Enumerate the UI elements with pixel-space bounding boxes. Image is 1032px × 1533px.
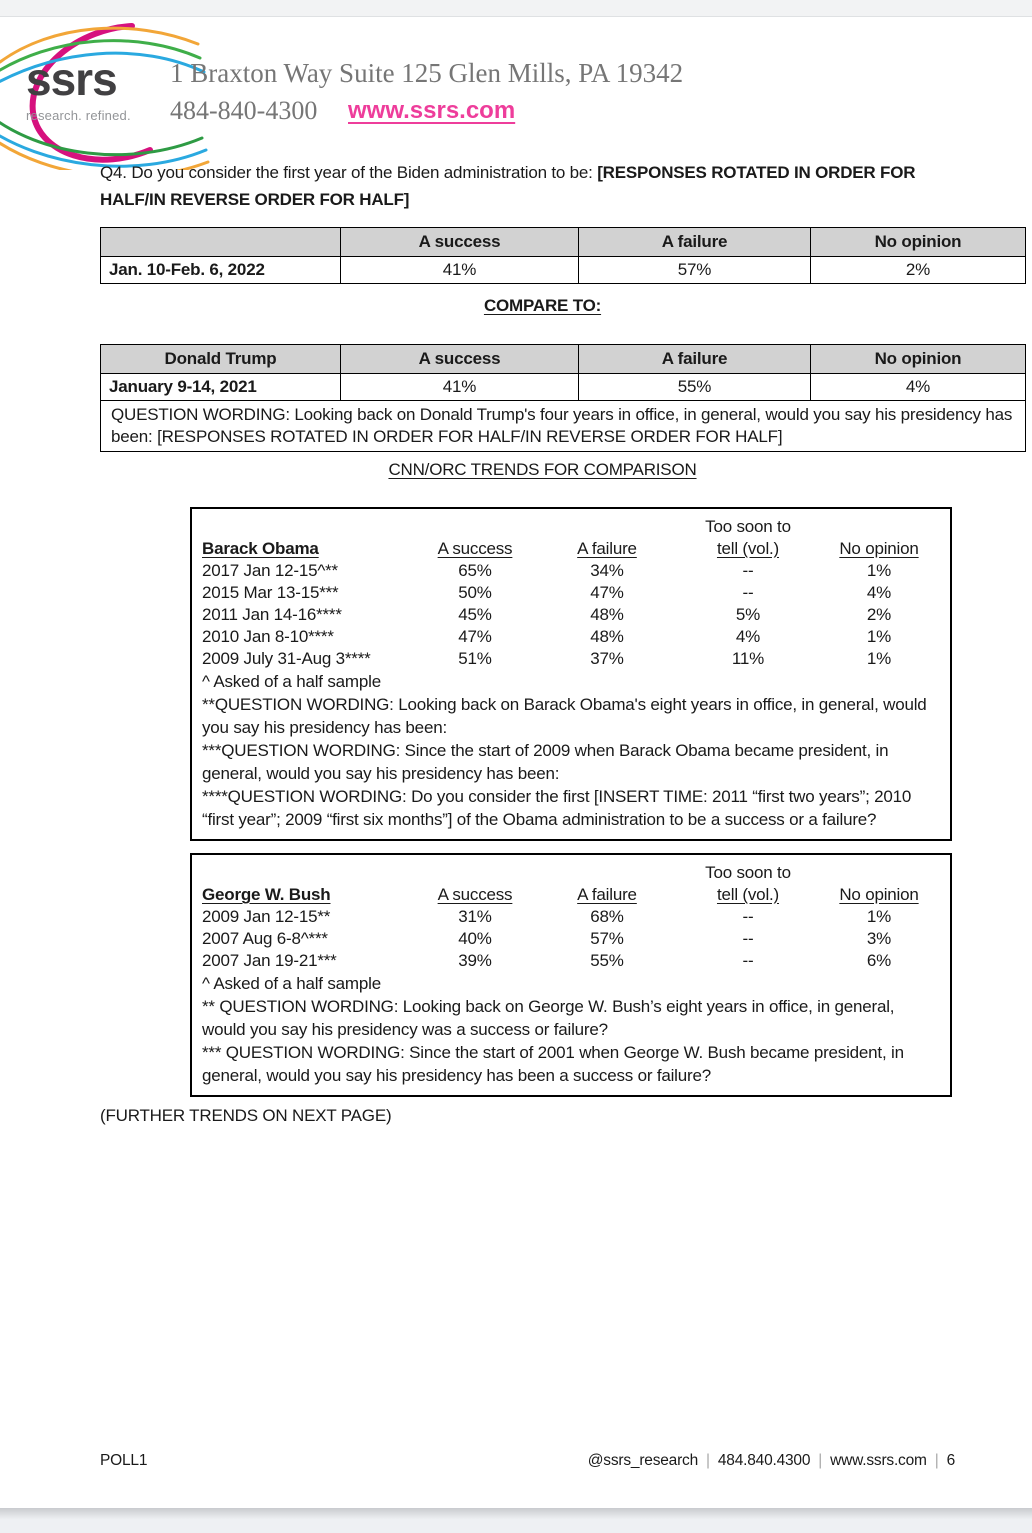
- footer-phone: 484.840.4300: [717, 1452, 811, 1469]
- footer-page-number: 6: [946, 1452, 955, 1469]
- viewer-top-edge: [0, 0, 1032, 17]
- header-a-failure: A failure: [579, 345, 811, 374]
- company-address: 1 Braxton Way Suite 125 Glen Mills, PA 19342: [170, 58, 684, 88]
- company-website-link[interactable]: www.ssrs.com: [348, 97, 516, 124]
- obama-footnote-wording-3: ***QUESTION WORDING: Since the start of 2009 when Barack Obama became president, in general, would you say his presidency has been:: [202, 741, 889, 783]
- obama-footnote-wording-2: **QUESTION WORDING: Looking back on Barack Obama's eight years in office, in general, would you say his presidency has been:: [202, 695, 927, 737]
- col-a-failure: A failure: [577, 539, 637, 558]
- trends-heading: CNN/ORC TRENDS FOR COMPARISON: [388, 460, 697, 479]
- table-row: [101, 257, 1026, 284]
- header-donald-trump: Donald Trump: [101, 345, 341, 374]
- obama-name: Barack Obama: [202, 539, 319, 558]
- trump-failure-value: 55%: [579, 374, 811, 401]
- trump-question-wording: QUESTION WORDING: Looking back on Donald Trump's four years in office, in general, would you say his presidency has been: [RESPONSES ROTATED IN ORDER FOR HALF/IN REVERSE ORDER FOR HALF]: [101, 401, 1026, 452]
- col-a-failure: A failure: [577, 885, 637, 904]
- too-soon-top-row: [202, 516, 940, 538]
- company-phone: 484-840-4300: [170, 96, 318, 125]
- table-header-row: [101, 228, 1026, 257]
- bush-name: George W. Bush: [202, 885, 331, 904]
- table-header-row: [101, 345, 1026, 374]
- question-q4-text: Q4. Do you consider the first year of the Biden administration to be:: [100, 163, 598, 182]
- biden-date-range: Jan. 10-Feb. 6, 2022: [101, 257, 341, 284]
- col-no-opinion: No opinion: [839, 885, 919, 904]
- col-too-soon: tell (vol.): [716, 885, 780, 904]
- too-soon-top-row: [202, 862, 940, 884]
- col-no-opinion: No opinion: [839, 539, 919, 558]
- biden-failure-value: 57%: [579, 257, 811, 284]
- viewer-bottom-edge: [0, 1508, 1032, 1533]
- col-too-soon: tell (vol.): [716, 539, 780, 558]
- footer-separator: |: [706, 1452, 710, 1469]
- obama-row-2017: 2017 Jan 12-15^** 65% 34% -- 1%: [202, 561, 892, 580]
- col-a-success: A success: [437, 885, 513, 904]
- ssrs-logo-wordmark: ssrs: [26, 53, 117, 105]
- header-a-success: A success: [341, 228, 579, 257]
- question-q4: [100, 159, 970, 213]
- header-a-failure: A failure: [579, 228, 811, 257]
- trump-success-value: 41%: [341, 374, 579, 401]
- bush-footnote-wording-3: *** QUESTION WORDING: Since the start of 2001 when George W. Bush became president, in general, would you say his presidency has been a success or failure?: [202, 1043, 904, 1085]
- footer-social-handle: @ssrs_research: [587, 1452, 699, 1469]
- footer-poll-label: POLL1: [100, 1452, 148, 1469]
- ssrs-logo-tagline: research. refined.: [26, 108, 131, 123]
- bush-header-row: [202, 884, 940, 906]
- trump-no-opinion-value: 4%: [811, 374, 1026, 401]
- obama-row-2015: 2015 Mar 13-15*** 50% 47% -- 4%: [202, 583, 892, 602]
- trump-results-table: [100, 344, 1026, 452]
- footer-contact-line: [588, 1452, 955, 1470]
- header-empty-cell: [101, 228, 341, 257]
- col-a-success: A success: [437, 539, 513, 558]
- biden-success-value: 41%: [341, 257, 579, 284]
- obama-header-row: [202, 538, 940, 560]
- obama-row-2009: 2009 July 31-Aug 3**** 51% 37% 11% 1%: [202, 649, 892, 668]
- further-trends-note: (FURTHER TRENDS ON NEXT PAGE): [100, 1106, 392, 1125]
- trump-date-range: January 9-14, 2021: [101, 374, 341, 401]
- biden-results-table: [100, 227, 1026, 284]
- bush-trends-box: [190, 853, 952, 1097]
- obama-footnote-half-sample: ^ Asked of a half sample: [202, 672, 381, 691]
- biden-no-opinion-value: 2%: [811, 257, 1026, 284]
- obama-row-2011: 2011 Jan 14-16**** 45% 48% 5% 2%: [202, 605, 892, 624]
- obama-trends-box: [190, 507, 952, 841]
- footer-separator: |: [818, 1452, 823, 1469]
- footer-separator: |: [934, 1452, 939, 1469]
- bush-row-2009: 2009 Jan 12-15** 31% 68% -- 1%: [202, 907, 892, 926]
- compare-to-heading: COMPARE TO:: [483, 296, 602, 315]
- obama-footnote-wording-4: ****QUESTION WORDING: Do you consider the first [INSERT TIME: 2011 “first two years”; 2010 “first year”; 2009 “first six months”] of the Obama administration to be a success or a failure?: [202, 787, 912, 829]
- footer-website: www.ssrs.com: [830, 1452, 927, 1469]
- bush-row-2007-jan: 2007 Jan 19-21*** 39% 55% -- 6%: [202, 951, 892, 970]
- bush-footnote-half-sample: ^ Asked of a half sample: [202, 974, 381, 993]
- header-a-success: A success: [341, 345, 579, 374]
- table-row-wording: [101, 401, 1026, 452]
- table-row: [101, 374, 1026, 401]
- header-no-opinion: No opinion: [811, 345, 1026, 374]
- obama-row-2010: 2010 Jan 8-10**** 47% 48% 4% 1%: [202, 627, 892, 646]
- too-soon-top-label: Too soon to: [705, 517, 791, 536]
- bush-footnote-wording-2: ** QUESTION WORDING: Looking back on George W. Bush’s eight years in office, in general, would you say his presidency was a success or failure?: [202, 997, 895, 1039]
- question-q4-rotation-note: [RESPONSES ROTATED IN ORDER FOR HALF/IN REVERSE ORDER FOR HALF]: [100, 163, 916, 209]
- header-no-opinion: No opinion: [811, 228, 1026, 257]
- bush-row-2007-aug: 2007 Aug 6-8^*** 40% 57% -- 3%: [202, 929, 892, 948]
- too-soon-top-label: Too soon to: [705, 863, 791, 882]
